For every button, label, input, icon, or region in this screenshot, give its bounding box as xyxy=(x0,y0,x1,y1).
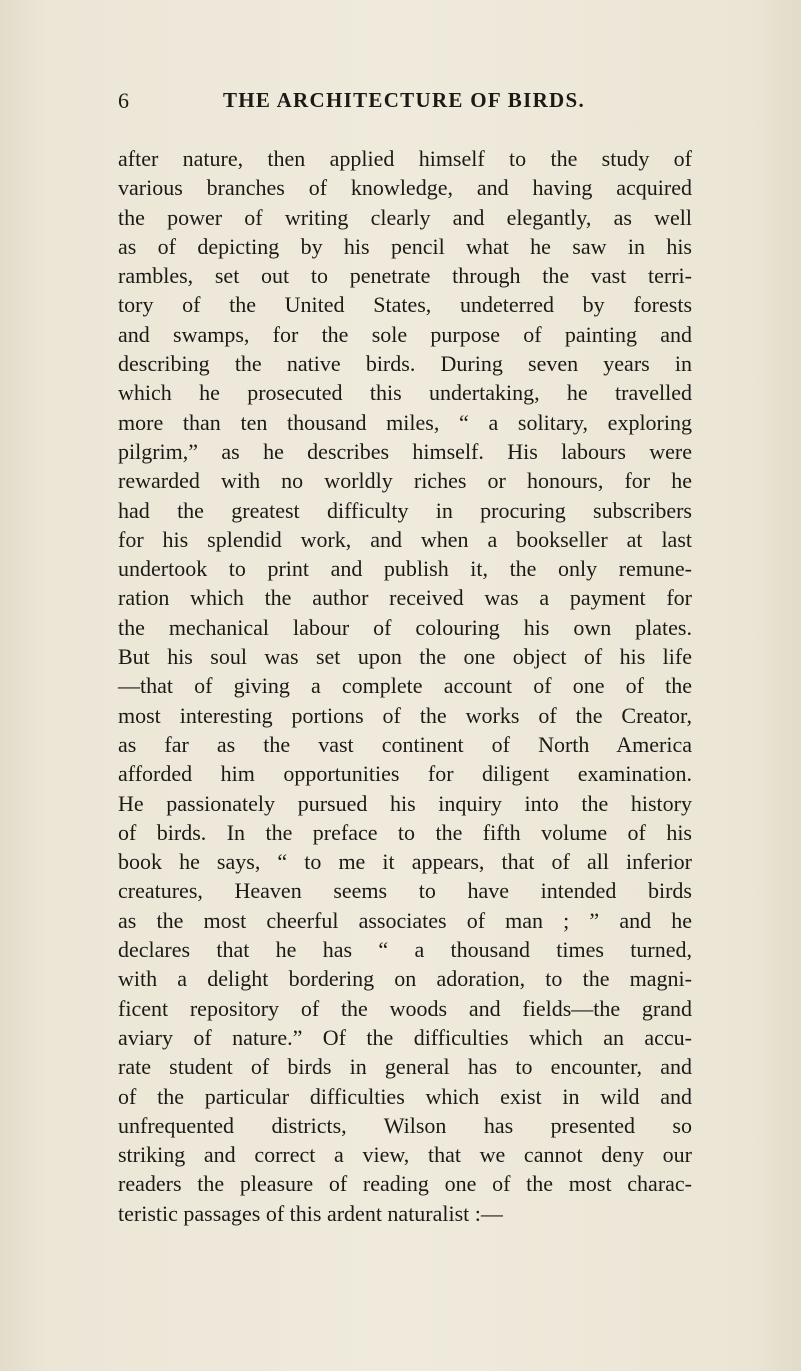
text-line: and swamps, for the sole purpose of painting and xyxy=(118,321,692,347)
text-line: as of depicting by his pencil what he saw in his xyxy=(118,233,692,259)
text-line: pilgrim,” as he describes himself. His labours were xyxy=(118,438,692,464)
text-line: afforded him opportunities for diligent examination. xyxy=(118,761,692,787)
text-line: rewarded with no worldly riches or honours, for he xyxy=(118,468,692,494)
text-line: describing the native birds. During seven years in xyxy=(118,351,692,377)
text-line: the mechanical labour of colouring his own plates. xyxy=(118,614,692,640)
text-line: aviary of nature.” Of the difficulties which an accu- xyxy=(118,1024,692,1050)
text-line: ration which the author received was a payment for xyxy=(118,585,692,611)
text-line: of birds. In the preface to the fifth volume of his xyxy=(118,819,692,845)
page-number: 6 xyxy=(118,88,130,113)
text-line: with a delight bordering on adoration, to the magni- xyxy=(118,966,692,992)
text-line: various branches of knowledge, and having acquired xyxy=(118,175,692,201)
text-line: most interesting portions of the works of the Creator, xyxy=(118,702,692,728)
text-line: undertook to print and publish it, the only remune- xyxy=(118,556,692,582)
text-line: But his soul was set upon the one object of his life xyxy=(118,644,692,670)
text-line: which he prosecuted this undertaking, he travelled xyxy=(118,380,692,406)
text-line: ficent repository of the woods and fields—the grand xyxy=(118,995,692,1021)
text-line: He passionately pursued his inquiry into the history xyxy=(118,790,692,816)
text-line: book he says, “ to me it appears, that of all inferior xyxy=(118,849,692,875)
running-title: THE ARCHITECTURE OF BIRDS. xyxy=(222,88,586,112)
text-line: the power of writing clearly and elegantly, as well xyxy=(118,204,692,230)
text-line: tory of the United States, undeterred by forests xyxy=(118,292,692,318)
text-line: more than ten thousand miles, “ a solitary, exploring xyxy=(118,409,692,435)
text-line: creatures, Heaven seems to have intended birds xyxy=(118,878,692,904)
text-line: as far as the vast continent of North America xyxy=(118,731,692,757)
text-line: rate student of birds in general has to encounter, and xyxy=(118,1054,692,1080)
text-line: rambles, set out to penetrate through the vast terri- xyxy=(118,263,692,289)
text-line: for his splendid work, and when a bookseller at last xyxy=(118,526,692,552)
text-line: after nature, then applied himself to the study of xyxy=(118,146,692,171)
body-paragraph xyxy=(118,144,692,1228)
text-line: striking and correct a view, that we cannot deny our xyxy=(118,1142,692,1168)
text-line: of the particular difficulties which exist in wild and xyxy=(118,1083,692,1109)
text-line: declares that he has “ a thousand times turned, xyxy=(118,937,692,963)
text-line: readers the pleasure of reading one of the most charac- xyxy=(118,1171,692,1197)
text-line: —that of giving a complete account of one of the xyxy=(118,673,692,699)
text-line: had the greatest difficulty in procuring subscribers xyxy=(118,497,692,523)
text-line: teristic passages of this ardent naturalist :— xyxy=(118,1200,503,1226)
text-line: unfrequented districts, Wilson has presented so xyxy=(118,1112,692,1138)
running-head xyxy=(118,88,690,118)
text-line: as the most cheerful associates of man ; ” and he xyxy=(118,907,692,933)
